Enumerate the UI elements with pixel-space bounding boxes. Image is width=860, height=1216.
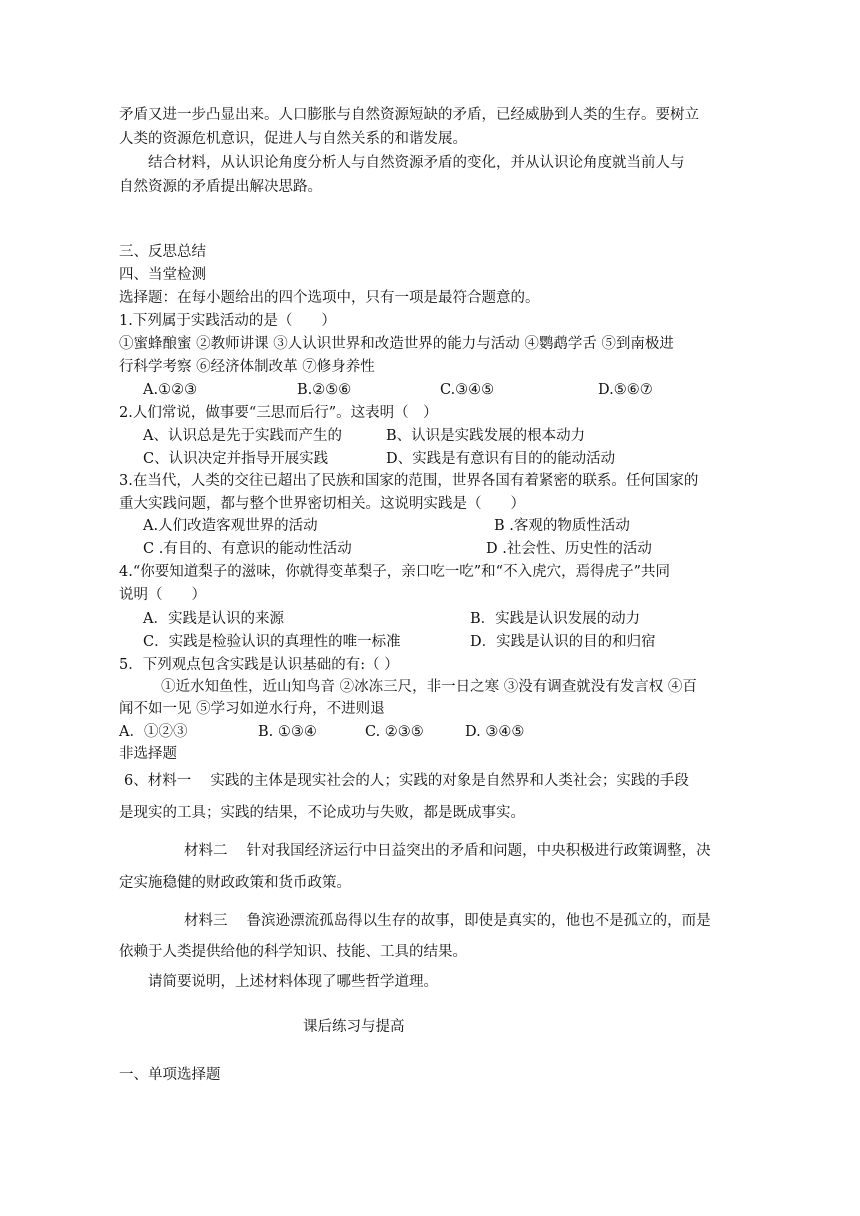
section-check-heading: 四、当堂检测	[119, 267, 206, 283]
intro-line-4: 自然资源的矛盾提出解决思路。	[119, 179, 322, 195]
non-choice-heading: 非选择题	[119, 746, 177, 762]
q2-option-a: A、认识总是先于实践而产生的	[143, 428, 342, 444]
q1-items-line-1: ①蜜蜂酿蜜 ②教师讲课 ③人认识世界和改造世界的能力与活动 ④鹦鹉学舌 ⑤到南极进	[119, 336, 674, 352]
q4-option-d: D．实践是认识的目的和归宿	[470, 634, 656, 650]
q5-items-line-1: ①近水知鱼性，近山知鸟音 ②冰冻三尺，非一日之寒 ③没有调查就没有发言权 ④百	[161, 679, 697, 695]
q5-stem: 5．下列观点包含实践是认识基础的有:（ ）	[119, 657, 399, 673]
q5-items-line-2: 闻不如一见 ⑤学习如逆水行舟，不进则退	[119, 701, 385, 717]
intro-line-1: 矛盾又进一步凸显出来。人口膨胀与自然资源短缺的矛盾，已经威胁到人类的生存。要树立	[119, 107, 699, 123]
q5-option-a: A．①②③	[119, 724, 188, 740]
single-choice-heading: 一、单项选择题	[119, 1067, 221, 1083]
q3-option-b: B .客观的物质性活动	[494, 518, 630, 534]
q5-option-c: C. ②③⑤	[365, 724, 424, 740]
after-class-title: 课后练习与提高	[303, 1019, 405, 1035]
q5-option-b: B. ①③④	[258, 724, 317, 740]
material-3-line-1: 材料三 鲁滨逊漂流孤岛得以生存的故事，即使是真实的，他也不是孤立的，而是	[184, 913, 711, 929]
q1-option-b: B.②⑤⑥	[297, 382, 352, 398]
q2-option-c: C、认识决定并指导开展实践	[143, 451, 329, 467]
material-3-line-2: 依赖于人类提供给他的科学知识、技能、工具的结果。	[119, 944, 467, 960]
material-2-line-1: 材料二 针对我国经济运行中日益突出的矛盾和问题，中央积极进行政策调整，决	[184, 843, 711, 859]
q4-stem-line-2: 说明（ ）	[119, 587, 206, 603]
q5-option-d: D. ③④⑤	[465, 724, 525, 740]
q3-stem-line-2: 重大实践问题，都与整个世界密切相关。这说明实践是（ ）	[119, 496, 525, 512]
q3-option-d: D .社会性、历史性的活动	[486, 541, 652, 557]
intro-line-2: 人类的资源危机意识，促进人与自然关系的和谐发展。	[119, 131, 467, 147]
q2-option-b: B、认识是实践发展的根本动力	[386, 428, 586, 444]
q3-option-a: A.人们改造客观世界的活动	[143, 518, 318, 534]
q1-option-d: D.⑤⑥⑦	[598, 382, 653, 398]
material-1-line-1: 6、材料一 实践的主体是现实社会的人；实践的对象是自然界和人类社会；实践的手段	[124, 773, 689, 789]
intro-line-3: 结合材料，从认识论角度分析人与自然资源矛盾的变化，并从认识论角度就当前人与	[148, 155, 685, 171]
q3-option-c: C .有目的、有意识的能动性活动	[143, 541, 352, 557]
mc-instruction: 选择题：在每小题给出的四个选项中，只有一项是最符合题意的。	[119, 290, 540, 306]
q4-option-a: A．实践是认识的来源	[143, 611, 284, 627]
q1-stem: 1.下列属于实践活动的是（ ）	[119, 313, 336, 329]
material-2-line-2: 定实施稳健的财政政策和货币政策。	[119, 875, 351, 891]
q4-option-c: C．实践是检验认识的真理性的唯一标准	[143, 634, 401, 650]
material-1-line-2: 是现实的工具；实践的结果，不论成功与失败，都是既成事实。	[119, 805, 525, 821]
q3-stem-line-1: 3.在当代，人类的交往已超出了民族和国家的范围，世界各国有着紧密的联系。任何国家的	[119, 473, 699, 489]
q2-option-d: D、实践是有意识有目的的能动活动	[386, 451, 616, 467]
section-reflect-heading: 三、反思总结	[119, 244, 206, 260]
question-prompt: 请简要说明，上述材料体现了哪些哲学道理。	[148, 974, 438, 990]
q1-items-line-2: 行科学考察 ⑥经济体制改革 ⑦修身养性	[119, 359, 375, 375]
q4-stem-line-1: 4.“你要知道梨子的滋味，你就得变革梨子，亲口吃一吃”和“不入虎穴，焉得虎子”共同	[119, 564, 670, 580]
q1-option-a: A.①②③	[143, 382, 198, 398]
q1-option-c: C.③④⑤	[440, 382, 495, 398]
q2-stem: 2.人们常说，做事要“三思而后行”。这表明（ ）	[119, 405, 438, 421]
q4-option-b: B．实践是认识发展的动力	[470, 611, 641, 627]
